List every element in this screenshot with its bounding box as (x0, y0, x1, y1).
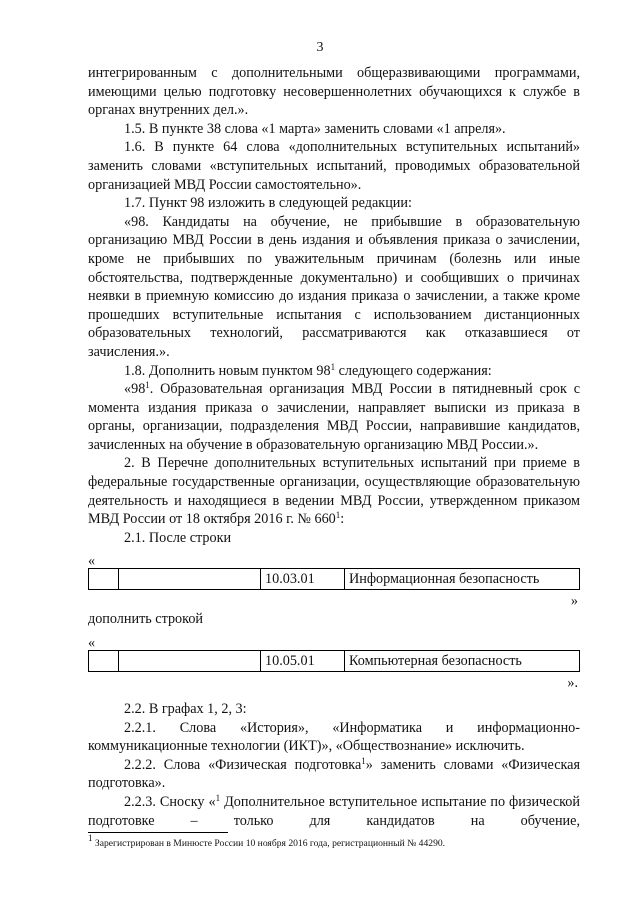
table-cell-2 (119, 651, 261, 672)
table-cell-code: 10.03.01 (261, 569, 345, 590)
table-cell-1 (89, 651, 119, 672)
text-before-sup: 2.2.2. Слова «Физическая подготовка (124, 756, 362, 773)
text-after-sup: . Образовательная организация МВД России в пятидневный срок с момента издания приказа о зачислении, направляет выписки из приказа в органы, организации, подразделения МВД России, направившие кандидатов, зачисленных на обучение в образовательную организацию МВД России.». (88, 381, 580, 453)
paragraph-2-2-2 (88, 756, 580, 793)
table-row (89, 569, 580, 590)
paragraph-2-2-3 (88, 793, 580, 830)
paragraph-1-5: 1.5. В пункте 38 слова «1 марта» заменить словами «1 апреля». (124, 120, 506, 137)
text-after-sup: следующего содержания: (335, 362, 492, 379)
text-after-sup: : (340, 511, 345, 528)
paragraph-1-7: 1.7. Пункт 98 изложить в следующей редакции: (124, 195, 412, 212)
add-line-text: дополнить строкой (88, 611, 204, 628)
text-before-sup: 2. В Перечне дополнительных вступительных испытаний при приеме в федеральные государственные организации, осуществляющие образовательную деятельность и находящиеся в ведении МВД России, утвержденном приказом МВД России от 18 октября 2016 г. № 660 (88, 455, 580, 528)
paragraph-1-6: 1.6. В пункте 64 слова «дополнительных вступительных испытаний» заменить словами «вступительных испытаний, проводимых образовательной организацией МВД России самостоятельно». (88, 139, 580, 193)
footnote (88, 833, 588, 850)
quote-open-1: « (88, 553, 96, 570)
paragraph-2-2: 2.2. В графах 1, 2, 3: (124, 701, 247, 718)
table-cell-name: Компьютерная безопасность (345, 651, 580, 672)
footnote-marker: 1 (88, 833, 93, 843)
quote-close-2: ». (567, 675, 578, 692)
superscript: 1 (361, 755, 366, 766)
paragraph-2-2-1: 2.2.1. Слова «История», «Информатика и информационно-коммуникационные технологии (ИКТ)», «Обществознание» исключить. (88, 719, 580, 755)
superscript: 1 (330, 361, 336, 372)
superscript: 1 (215, 793, 221, 803)
table-row-computer-security (88, 650, 580, 672)
page-number: 3 (316, 40, 324, 55)
table-cell-1 (89, 569, 119, 590)
document-body (88, 64, 580, 830)
text-after-sup: Дополнительное вступительное испытание по физической подготовке – только для кандидатов на обучение, (88, 794, 580, 829)
paragraph-98: «98. Кандидаты на обучение, не прибывшие в образовательную организацию МВД России в день издания и объявления приказа о зачислении, кроме не прибывших по уважительным причинам (болезнь или иные обстоятельства, подтвержденные документально) и сообщивших о причинах неявки в приемную комиссию до издания приказа о зачислении, а также кроме прошедших вступительные испытания с использованием дистанционных образовательных технологий, рассматриваются как отказавшиеся от зачисления.». (88, 213, 580, 360)
superscript: 1 (145, 380, 150, 391)
paragraph-2 (88, 454, 580, 528)
footnote-ref: 1 (335, 510, 341, 521)
table-cell-code: 10.05.01 (261, 651, 345, 672)
table-cell-2 (119, 569, 261, 590)
paragraph-continuation: интегрированным с дополнительными общеразвивающими программами, имеющими целью подготовку несовершеннолетних обучающихся к службе в органах внутренних дел.». (88, 65, 580, 119)
paragraph-98-1 (88, 380, 580, 454)
footnote-divider (88, 832, 228, 833)
quote-close-1: » (570, 593, 578, 610)
table-cell-name: Информационная безопасность (345, 569, 580, 590)
footnote-text: Зарегистрирован в Минюсте России 10 ноября 2016 года, регистрационный № 44290. (92, 838, 446, 849)
text-before-sup: 2.2.3. Сноску « (124, 794, 216, 810)
text-before-sup: «98 (124, 381, 146, 398)
quote-open-2: « (88, 635, 96, 652)
table-row-info-security (88, 568, 580, 590)
text-after-sup: » заменить словами «Физическая подготовка». (88, 756, 580, 792)
table-row (89, 651, 580, 672)
paragraph-1-8 (88, 362, 580, 381)
text-before-sup: 1.8. Дополнить новым пунктом 98 (124, 362, 331, 379)
paragraph-2-1: 2.1. После строки (124, 529, 232, 546)
